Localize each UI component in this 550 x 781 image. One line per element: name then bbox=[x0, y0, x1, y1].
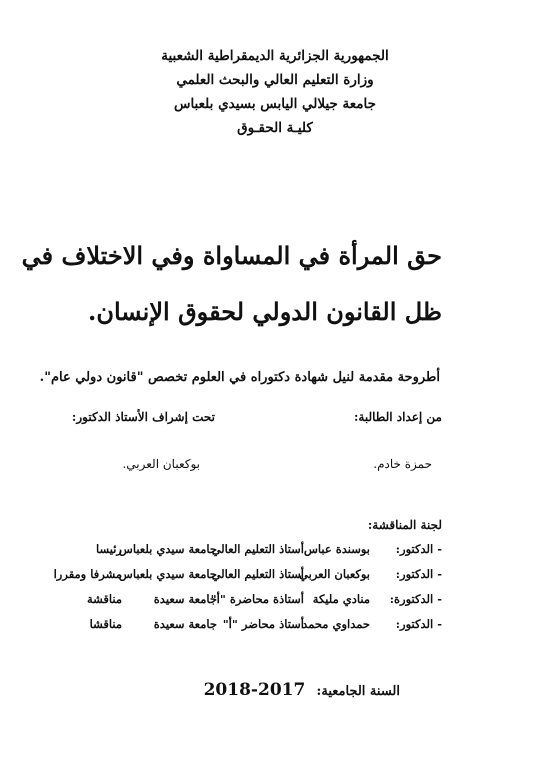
member-role: رئيسا bbox=[96, 542, 122, 556]
member-role: مناقشا bbox=[89, 617, 122, 631]
member-role: مناقشة bbox=[86, 592, 122, 606]
committee-member bbox=[53, 567, 442, 592]
committee-label: لجنة المناقشة: bbox=[367, 518, 442, 532]
academic-year-label: السنة الجامعية: bbox=[316, 684, 400, 699]
member-rank: أستاذ التعليم العالي bbox=[211, 542, 304, 556]
member-rank: أستاذة محاضرة "أ" bbox=[210, 592, 304, 606]
member-title: - الدكتور: bbox=[395, 567, 442, 581]
academic-year-value: 2017-2018 bbox=[203, 680, 306, 700]
member-university: جامعة سعيدة bbox=[153, 617, 217, 631]
university-name: جامعة جيلالي اليابس بسيدي بلعباس bbox=[173, 96, 377, 112]
member-title: - الدكتورة: bbox=[389, 592, 442, 606]
member-university: جامعة سيدي بلعباس bbox=[118, 567, 217, 581]
supervisor-label: تحت إشراف الأستاذ الدكتور: bbox=[71, 410, 215, 424]
committee-member bbox=[62, 542, 442, 567]
member-name: حمداوي محمد bbox=[302, 617, 370, 631]
member-name: منادي مليكة bbox=[312, 592, 370, 606]
academic-year bbox=[204, 680, 400, 700]
member-name: بوكعبان العربي bbox=[299, 567, 370, 581]
thesis-subtitle: أطروحة مقدمة لنيل شهادة دكتوراه في العلوم تخصص "قانون دولي عام". bbox=[39, 370, 440, 385]
ministry-name: وزارة التعليم العالي والبحث العلمي bbox=[176, 72, 374, 88]
member-university: جامعة سعيدة bbox=[153, 592, 217, 606]
member-role: مشرفا ومقررا bbox=[53, 567, 122, 581]
institution-header bbox=[0, 44, 550, 140]
thesis-title-line-2: ظل القانون الدولي لحقوق الإنسان. bbox=[87, 297, 442, 326]
supervisor-name: بوكعبان العربي. bbox=[122, 457, 200, 471]
committee-member bbox=[62, 592, 442, 617]
thesis-title-line-1: حق المرأة في المساواة وفي الاختلاف في bbox=[21, 241, 442, 270]
thesis-title bbox=[21, 228, 442, 340]
member-rank: أستاذ التعليم العالي bbox=[211, 567, 304, 581]
member-title: - الدكتور: bbox=[395, 542, 442, 556]
faculty-name: كليـة الحقـوق bbox=[237, 120, 313, 136]
student-label: من إعداد الطالبة: bbox=[353, 410, 442, 424]
committee-list bbox=[53, 542, 442, 642]
member-university: جامعة سيدي بلعباس bbox=[118, 542, 217, 556]
student-name: حمزة خادم. bbox=[373, 457, 432, 471]
republic-name: الجمهورية الجزائرية الديمقراطية الشعبية bbox=[161, 48, 389, 64]
member-title: - الدكتور: bbox=[395, 617, 442, 631]
member-rank: أستاذ محاضر "أ" bbox=[222, 617, 304, 631]
member-name: بوسندة عباس bbox=[303, 542, 370, 556]
committee-member bbox=[62, 617, 442, 642]
